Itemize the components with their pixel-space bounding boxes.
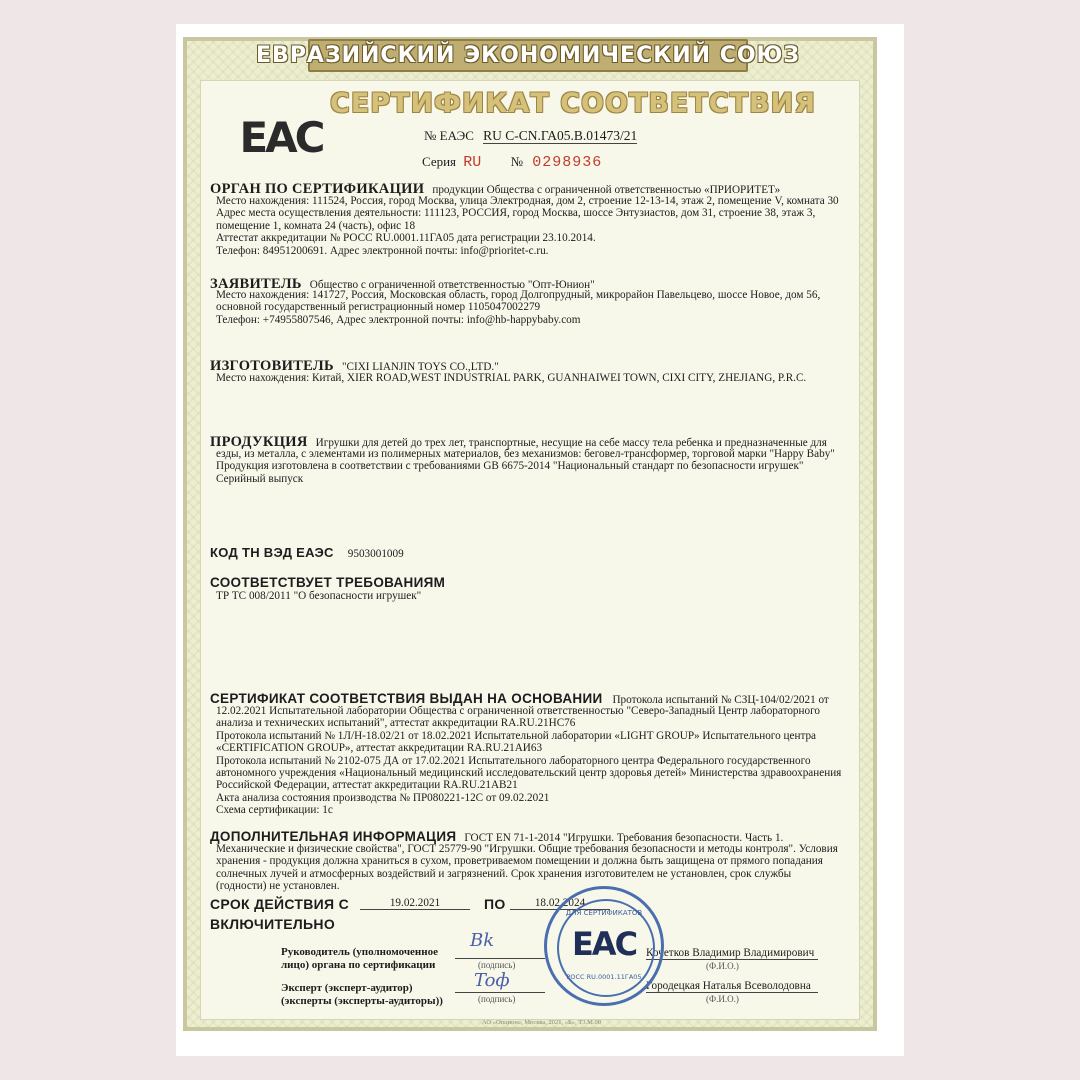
serial-value: 0298936 [532,154,603,171]
manufacturer-lines [216,372,806,384]
organ-line: Телефон: 84951200691. Адрес электронной почты: info@prioritet-c.ru. [216,244,549,257]
series-row [422,154,602,171]
series-value: RU [463,154,482,171]
basis-lines [216,705,841,817]
additional-line: (годности) не установлен. [216,880,340,893]
basis-line: Акта анализа состояния производства № ПР080221-12С от 09.02.2021 [216,791,550,804]
expert-sign-line [455,992,545,993]
organ-label: ОРГАН ПО СЕРТИФИКАЦИИ [210,181,425,197]
code-section [210,544,404,562]
basis-line: Схема сертификации: 1с [216,804,333,817]
organ-line: Адрес места осуществления деятельности: 111123, РОССИЯ, город Москва, шоссе Энтузиастов, дом 31, строение 38, этаж 3, [216,207,816,220]
stamp-eac-logo: EAC [571,925,637,963]
stamp-bottom-text: РОСС RU.0001.11ГА05 [566,973,642,981]
manufacturer-intro: "CIXI LIANJIN TOYS CO.,LTD." [341,361,499,373]
applicant-line: Место нахождения: 141727, Россия, Московская область, город Долгопрудный, микрорайон Павельцево, шоссе Новое, дом 56, [216,289,821,301]
head-signature: Вk [470,930,495,951]
expert-label-line: Эксперт (эксперт-аудитор) [281,982,413,994]
validity-label: СРОК ДЕЙСТВИЯ С [210,896,350,912]
product-line: Серийный выпуск [216,472,304,485]
print-footer: АО «Опцион», Москва, 2021, «Б», Т3.М.00 [482,1019,601,1026]
requirements-value: ТР ТС 008/2011 "О безопасности игрушек" [216,590,422,602]
certification-stamp [544,886,664,1006]
validity-to: 18.02.2024 [510,897,610,910]
number-label: № ЕАЭС [424,128,474,143]
applicant-intro: Общество с ограниченной ответственностью "Опт-Юнион" [309,279,595,291]
expert-fio-caption: (Ф.И.О.) [706,994,739,1004]
basis-line: 12.02.2021 Испытательной лаборатории Общества с ограниченной ответственностью "Северо-Западный Центр лабораторного [216,705,820,717]
head-label-line: Руководитель (уполномоченное [281,946,438,958]
head-sign-line [455,958,545,959]
validity-label-2: ВКЛЮЧИТЕЛЬНО [210,916,336,932]
additional-line: солнечных лучей и атмосферных воздействий и загрязнений. Срок хранения изготовителем не установлен, срок службы [216,867,792,880]
code-value: 9503001009 [347,548,404,560]
union-banner: ЕВРАЗИЙСКИЙ ЭКОНОМИЧЕСКИЙ СОЮЗ [308,39,748,72]
head-label-line: лицо) органа по сертификации [281,959,436,971]
number-value: RU С-CN.ГА05.В.01473/21 [483,128,638,143]
basis-line: анализа и технических испытаний", аттестат аккредитации RA.RU.21НС76 [216,717,576,730]
validity-to-label: ПО [484,896,506,912]
head-label [281,946,438,972]
product-line: Продукция изготовлена в соответствии с требованиями GB 6675-2014 "Национальный стандарт по безопасности игрушек" [216,460,804,473]
applicant-line: основной государственный регистрационный номер 1105047002279 [216,301,541,314]
organ-line: помещение 1, комната 24 (часть), офис 18 [216,219,416,232]
certificate-number-row [424,128,637,144]
expert-sign-caption: (подпись) [478,994,516,1004]
product-label: ПРОДУКЦИЯ [210,434,308,450]
basis-line: Российской Федерации, аттестат аккредитации RA.RU.21АВ21 [216,779,518,792]
organ-lines [216,195,839,257]
manufacturer-line: Место нахождения: Китай, XIER ROAD,WEST INDUSTRIAL PARK, GUANHAIWEI TOWN, CIXI CITY, ZHEJIANG, P.R.C. [216,372,807,384]
basis-line: Протокола испытаний № 1Л/Н-18.02/21 от 18.02.2021 Испытательной лаборатории «LIGHT GROUP» Испытательного центра [216,729,817,742]
organ-intro: продукции Общества с ограниченной ответственностью «ПРИОРИТЕТ» [432,184,781,196]
expert-name: Городецкая Наталья Всеволодовна [646,980,818,993]
head-fio-caption: (Ф.И.О.) [706,961,739,971]
additional-line: Механические и физические свойства", ГОСТ 25779-90 "Игрушки. Общие требования безопасности и методы контроля". Условия [216,843,838,855]
product-lines [216,448,835,485]
organ-line: Аттестат аккредитации № РОСС RU.0001.11ГА05 дата регистрации 23.10.2014. [216,232,596,245]
applicant-line: Телефон: +74955807546, Адрес электронной почты: info@hb-happybaby.com [216,313,581,326]
requirements-section [210,575,445,602]
requirements-label: СООТВЕТСТВУЕТ ТРЕБОВАНИЯМ [210,575,446,590]
applicant-lines [216,289,820,326]
additional-lines [216,843,838,893]
basis-intro: Протокола испытаний № СЗЦ-104/02/2021 от [612,694,829,706]
series-label: Серия [422,154,457,169]
certificate-title: СЕРТИФИКАТ СООТВЕТСТВИЯ [330,88,816,119]
serial-label: № [510,154,523,169]
expert-label [281,982,443,1008]
applicant-label: ЗАЯВИТЕЛЬ [210,276,302,292]
basis-label: СЕРТИФИКАТ СООТВЕТСТВИЯ ВЫДАН НА ОСНОВАНИИ [210,691,603,706]
additional-intro: ГОСТ EN 71-1-2014 "Игрушки. Требования безопасности. Часть 1. [464,832,784,844]
manufacturer-label: ИЗГОТОВИТЕЛЬ [210,358,334,374]
basis-line: автономного учреждения «Национальный медицинский исследовательский центр здоровья детей» Министерства здравоохранения [216,767,842,780]
additional-label: ДОПОЛНИТЕЛЬНАЯ ИНФОРМАЦИЯ [210,829,457,844]
eac-logo: EAC [239,112,323,162]
head-sign-caption: (подпись) [478,960,516,970]
expert-label-line: (эксперты (эксперты-аудиторы)) [281,995,443,1007]
stamp-top-text: ДЛЯ СЕРТИФИКАТОВ [565,909,643,917]
basis-line: «CERTIFICATION GROUP», аттестат аккредитации RA.RU.21АИ63 [216,742,543,755]
additional-line: хранения - продукция должна храниться в сухом, проветриваемом помещении и должна быть защищена от прямого попадания [216,855,823,868]
head-name: Кочетков Владимир Владимирович [646,947,818,960]
expert-signature: Toф [474,970,510,991]
organ-line: Место нахождения: 111524, Россия, город Москва, улица Электродная, дом 2, строение 12-13-14, этаж 2, помещение V, комната 30 [216,195,839,207]
basis-line: Протокола испытаний № 2102-075 ДА от 17.02.2021 Испытательного лабораторного центра Федерального государственного [216,754,811,767]
validity-from: 19.02.2021 [360,897,470,910]
product-line: езды, из металла, с элементами из полимерных материалов, без механизмов: беговел-трансформер, торговой марки "Happy Baby" [216,448,835,460]
product-intro: Игрушки для детей до трех лет, транспортные, несущие на себе массу тела ребенка и предназначенные для [315,437,827,449]
code-label: КОД ТН ВЭД ЕАЭС [210,545,334,560]
